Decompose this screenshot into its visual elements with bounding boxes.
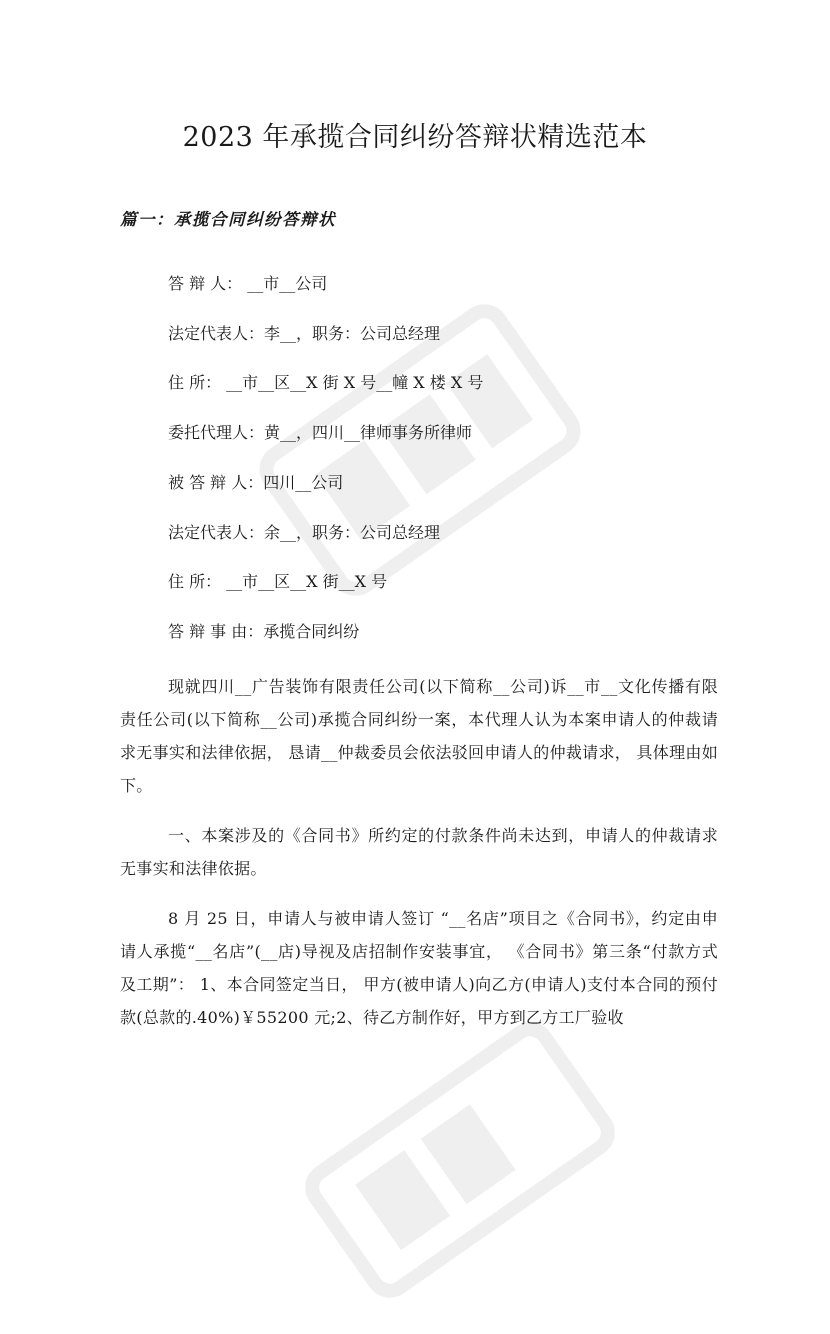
paragraph-intro: 现就四川__广告装饰有限责任公司(以下简称__公司)诉__市__文化传播有限责任公司(以下简称__公司)承揽合同纠纷一案，本代理人认为本案申请人的仲裁请求无事实和法律依据， 恳请__仲裁委员会依法驳回申请人的仲裁请求， 具体理由如下。	[120, 677, 718, 795]
section-heading: 篇一：承揽合同纠纷答辩状	[120, 210, 336, 229]
field-legal-rep: 法定代表人：李__，职务：公司总经理	[168, 324, 441, 343]
paragraph-contract-details: 8 月 25 日，申请人与被申请人签订 “__名店”项目之《合同书》，约定由申请人承揽“__名店”(__店)导视及店招制作安装事宜， 《合同书》第三条“付款方式及工期”： 1、本合同签定当日， 甲方(被申请人)向乙方(申请人)支付本合同的预付款(总款的.40%)￥55200 元;2、待乙方制作好，甲方到乙方工厂验收	[120, 909, 718, 1027]
field-reason: 答 辩 事 由：承揽合同纠纷	[168, 622, 360, 641]
field-agent: 委托代理人：黄__，四川__律师事务所律师	[168, 423, 473, 442]
field-address: 住 所： __市__区__X 街 X 号__幢 X 楼 X 号	[168, 373, 484, 392]
field-respondent: 答 辩 人： __市__公司	[168, 274, 328, 293]
watermark-logo-bottom	[272, 986, 649, 1333]
field-claimant-legal-rep: 法定代表人：余__，职务：公司总经理	[168, 523, 441, 542]
document-title: 2023 年承揽合同纠纷答辩状精选范本	[182, 122, 648, 153]
field-claimant-address: 住 所： __市__区__X 街__X 号	[168, 572, 388, 591]
field-claimant: 被 答 辩 人：四川__公司	[168, 473, 344, 492]
paragraph-point-one: 一、本案涉及的《合同书》所约定的付款条件尚未达到，申请人的仲裁请求无事实和法律依据。	[120, 826, 718, 878]
